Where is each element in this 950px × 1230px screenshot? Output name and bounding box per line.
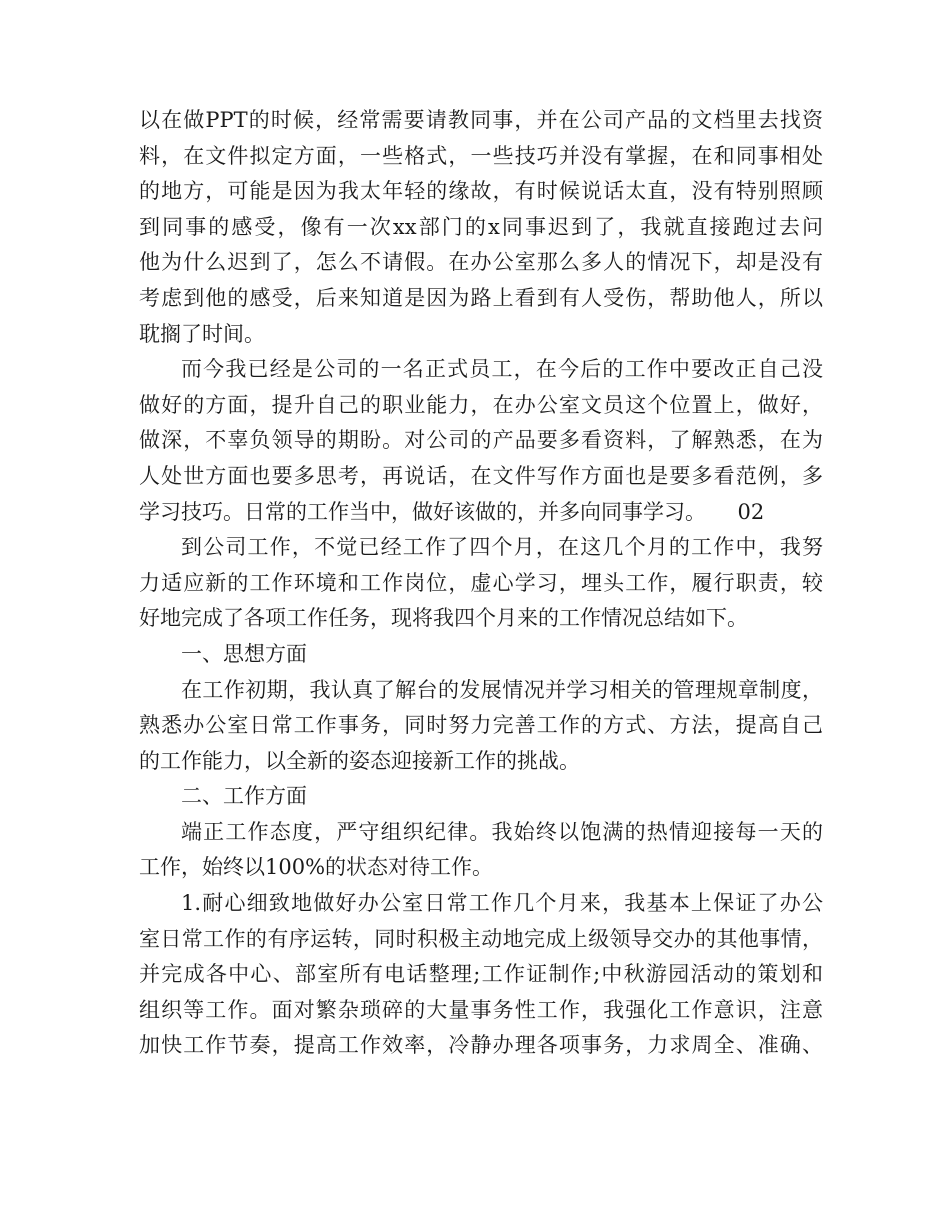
text-line: 学习技巧。日常的工作当中，做好该做的，并多向同事学习。 02	[139, 499, 765, 524]
text-line: 以在做PPT的时候，经常需要请教同事，并在公司产品的文档里去找资	[139, 108, 823, 132]
text-line: 力适应新的工作环境和工作岗位，虚心学习，埋头工作，履行职责，较	[139, 570, 823, 595]
text-line: 的工作能力，以全新的姿态迎接新工作的挑战。	[139, 748, 580, 773]
text-line: 做深，不辜负领导的期盼。对公司的产品要多看资料，了解熟悉，在为	[139, 428, 823, 453]
text-line: 工作，始终以100%的状态对待工作。	[139, 855, 494, 880]
text-line: 到同事的感受，像有一次xx部门的x同事迟到了，我就直接跑过去问	[139, 214, 823, 239]
text-line: 熟悉办公室日常工作事务，同时努力完善工作的方式、方法，提高自己	[139, 713, 823, 738]
text-line: 到公司工作，不觉已经工作了四个月，在这几个月的工作中，我努	[181, 535, 823, 560]
text-line: 做好的方面，提升自己的职业能力，在办公室文员这个位置上，做好，	[139, 392, 823, 417]
text-line: 好地完成了各项工作任务，现将我四个月来的工作情况总结如下。	[139, 606, 748, 631]
text-line: 并完成各中心、部室所有电话整理;工作证制作;中秋游园活动的策划和	[139, 962, 823, 987]
text-line: 在工作初期，我认真了解台的发展情况并学习相关的管理规章制度，	[181, 677, 823, 702]
text-line: 加快工作节奏，提高工作效率，冷静办理各项事务，力求周全、准确、	[139, 1033, 823, 1058]
text-line: 料，在文件拟定方面，一些格式，一些技巧并没有掌握，在和同事相处	[139, 143, 823, 168]
text-line: 端正工作态度，严守组织纪律。我始终以饱满的热情迎接每一天的	[181, 819, 823, 844]
document-body	[139, 103, 823, 1064]
text-line: 耽搁了时间。	[139, 321, 265, 346]
text-line: 而今我已经是公司的一名正式员工，在今后的工作中要改正自己没	[181, 357, 823, 382]
text-line: 一、思想方面	[181, 641, 307, 666]
text-line: 人处世方面也要多思考，再说话，在文件写作方面也是要多看范例，多	[139, 463, 823, 488]
text-line: 组织等工作。面对繁杂琐碎的大量事务性工作，我强化工作意识，注意	[139, 997, 823, 1022]
text-line: 他为什么迟到了，怎么不请假。在办公室那么多人的情况下，却是没有	[139, 250, 823, 275]
text-line: 考虑到他的感受，后来知道是因为路上看到有人受伤，帮助他人，所以	[139, 285, 823, 310]
text-line: 1.耐心细致地做好办公室日常工作几个月来，我基本上保证了办公	[181, 891, 823, 916]
text-line: 的地方，可能是因为我太年轻的缘故，有时候说话太直，没有特别照顾	[139, 179, 823, 204]
text-line: 室日常工作的有序运转，同时积极主动地完成上级领导交办的其他事情，	[139, 926, 823, 951]
text-line: 二、工作方面	[181, 784, 307, 809]
